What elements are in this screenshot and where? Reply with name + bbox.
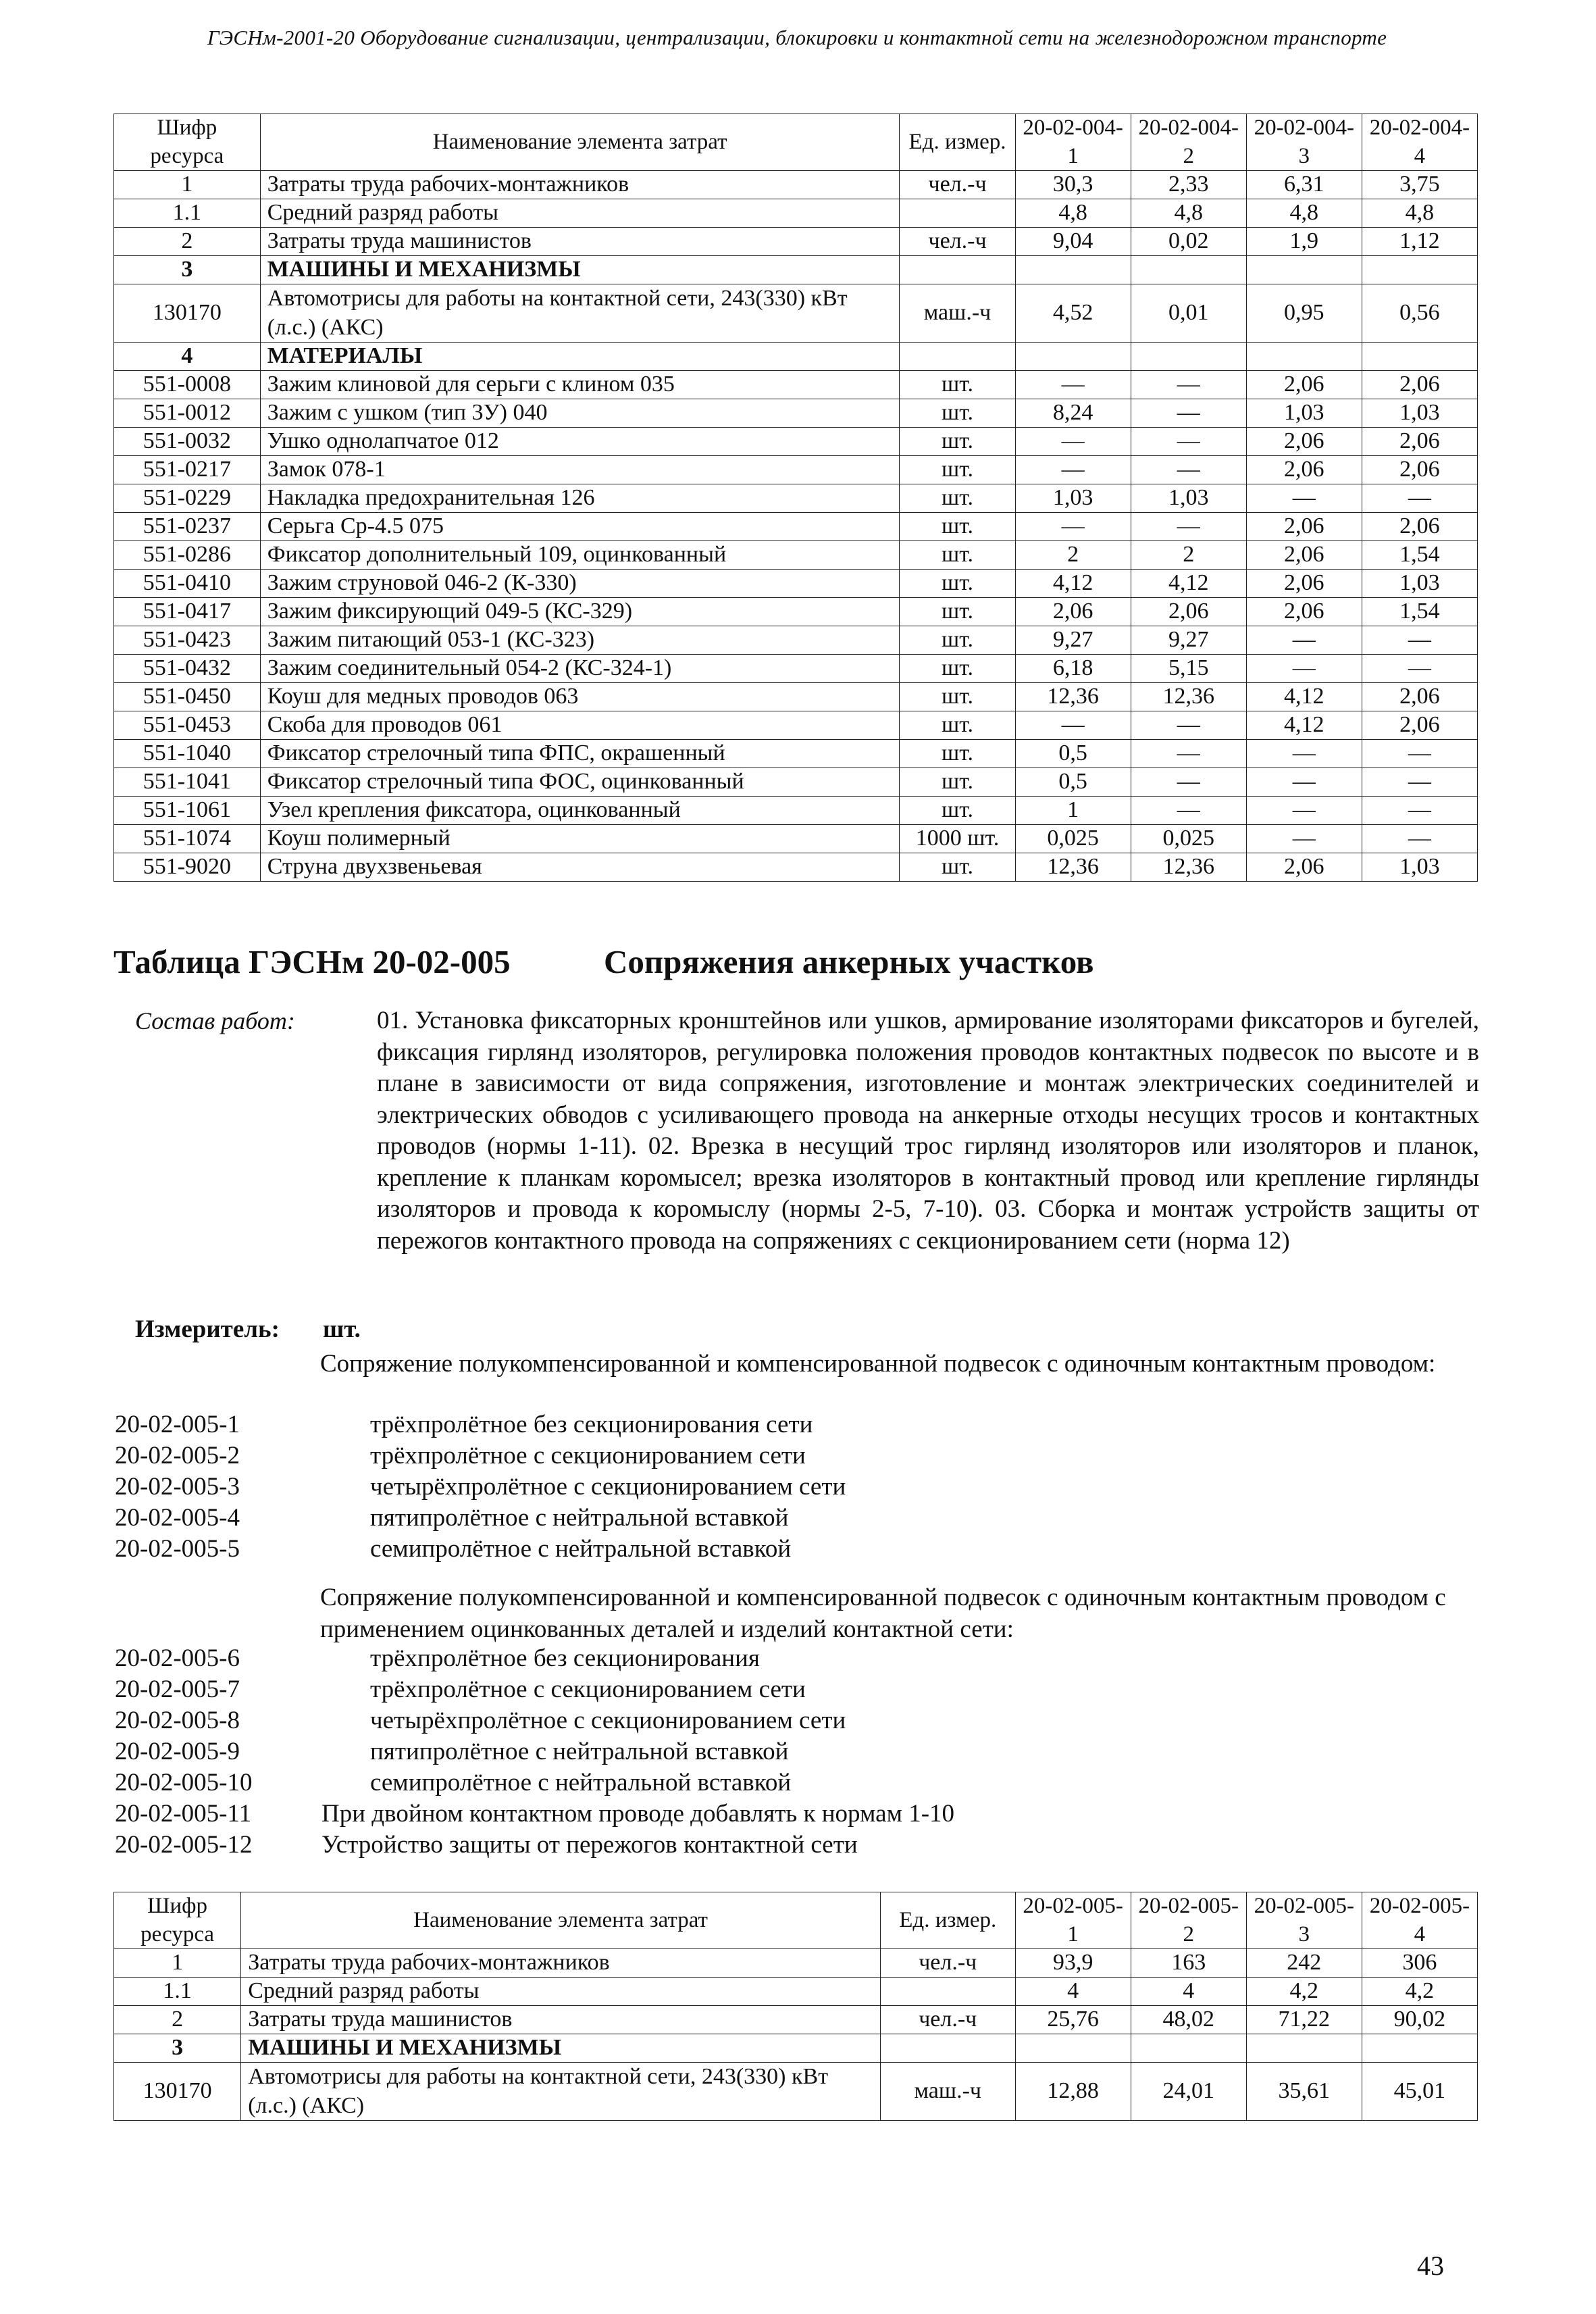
resource-code-cell: 551-0286	[114, 541, 261, 570]
value-cell: —	[1246, 797, 1362, 825]
resource-code-cell: 551-0217	[114, 456, 261, 484]
value-cell: —	[1015, 711, 1131, 740]
norm-description: четырёхпролётное с секционированием сети	[370, 1707, 846, 1734]
unit-cell: шт.	[900, 541, 1015, 570]
resource-name-cell: Фиксатор стрелочный типа ФОС, оцинкованный	[260, 768, 900, 797]
table-row	[114, 541, 1478, 570]
value-cell: —	[1131, 797, 1246, 825]
unit-cell	[900, 343, 1015, 371]
norm-list-item	[115, 1534, 791, 1565]
norm-list-item	[115, 1643, 760, 1674]
resource-code-cell: 130170	[114, 284, 261, 343]
resource-name-cell: Зажим клиновой для серьги с клином 035	[260, 371, 900, 399]
norm-code: 20-02-005-5	[115, 1535, 240, 1563]
resource-code-cell: 1	[114, 1949, 241, 1978]
value-cell	[1246, 256, 1362, 284]
value-cell: 2,06	[1362, 456, 1477, 484]
value-cell: 4,12	[1015, 570, 1131, 598]
norm-description: семипролётное с нейтральной вставкой	[370, 1535, 792, 1563]
col-unit-header: Ед. измер.	[880, 1892, 1015, 1949]
value-cell	[1015, 2034, 1131, 2063]
unit-cell: шт.	[900, 797, 1015, 825]
value-cell: —	[1246, 484, 1362, 513]
resource-code-cell: 551-0417	[114, 598, 261, 626]
value-cell: 30,3	[1015, 171, 1131, 199]
value-cell: 45,01	[1362, 2063, 1477, 2121]
resource-code-cell: 551-1040	[114, 740, 261, 768]
value-cell: 2,33	[1131, 171, 1246, 199]
value-cell: 2,06	[1362, 371, 1477, 399]
norm-description: Устройство защиты от пережогов контактной сети	[321, 1831, 858, 1859]
value-cell: 1,54	[1362, 541, 1477, 570]
resource-code-cell: 3	[114, 256, 261, 284]
value-cell: —	[1131, 371, 1246, 399]
resource-code-cell: 551-0410	[114, 570, 261, 598]
value-cell: 163	[1131, 1949, 1246, 1978]
table-row	[114, 711, 1478, 740]
unit-cell: шт.	[900, 655, 1015, 683]
value-cell: —	[1246, 655, 1362, 683]
value-cell: 9,27	[1015, 626, 1131, 655]
resource-code-cell: 551-1041	[114, 768, 261, 797]
value-cell	[1131, 2034, 1246, 2063]
value-cell: 48,02	[1131, 2006, 1246, 2034]
norm-description: четырёхпролётное с секционированием сети	[370, 1473, 846, 1501]
value-cell	[1015, 343, 1131, 371]
table-row	[114, 655, 1478, 683]
value-cell: 9,04	[1015, 228, 1131, 256]
value-cell: 0,95	[1246, 284, 1362, 343]
unit-cell: шт.	[900, 740, 1015, 768]
norm-code: 20-02-005-9	[115, 1738, 240, 1765]
col-norm-header: 20-02-005-1	[1015, 1892, 1131, 1949]
table-row	[114, 825, 1478, 853]
norm-code: 20-02-005-11	[115, 1800, 252, 1828]
col-name-header: Наименование элемента затрат	[241, 1892, 881, 1949]
value-cell: 0,56	[1362, 284, 1477, 343]
table-title-code: Таблица ГЭСНм 20-02-005	[113, 943, 511, 980]
table-row	[114, 228, 1478, 256]
value-cell: 4	[1015, 1978, 1131, 2006]
table-row	[114, 256, 1478, 284]
value-cell: 1,03	[1362, 399, 1477, 428]
resource-name-cell: Затраты труда машинистов	[241, 2006, 881, 2034]
unit-cell	[900, 199, 1015, 228]
col-norm-header: 20-02-004-1	[1015, 114, 1131, 171]
unit-cell: шт.	[900, 683, 1015, 711]
unit-cell: чел.-ч	[900, 228, 1015, 256]
col-unit-header: Ед. измер.	[900, 114, 1015, 171]
resource-name-cell: Средний разряд работы	[260, 199, 900, 228]
value-cell: 12,36	[1015, 683, 1131, 711]
norm-code: 20-02-005-2	[115, 1442, 240, 1469]
resource-name-cell: Коуш полимерный	[260, 825, 900, 853]
value-cell: —	[1131, 768, 1246, 797]
value-cell: 2,06	[1362, 683, 1477, 711]
unit-cell: маш.-ч	[880, 2063, 1015, 2121]
resource-name-cell: Затраты труда рабочих-монтажников	[260, 171, 900, 199]
value-cell: 0,02	[1131, 228, 1246, 256]
value-cell: 4	[1131, 1978, 1246, 2006]
value-cell: 2,06	[1246, 598, 1362, 626]
norm-list-item	[115, 1736, 788, 1767]
value-cell: 2,06	[1246, 371, 1362, 399]
resource-name-cell: Замок 078-1	[260, 456, 900, 484]
value-cell: —	[1362, 484, 1477, 513]
value-cell	[1246, 343, 1362, 371]
value-cell: 4,8	[1362, 199, 1477, 228]
value-cell	[1015, 256, 1131, 284]
norm-list-item	[115, 1767, 791, 1799]
resource-table-004	[113, 114, 1478, 882]
value-cell: 2,06	[1246, 428, 1362, 456]
value-cell: 306	[1362, 1949, 1477, 1978]
value-cell: —	[1131, 513, 1246, 541]
resource-code-cell: 2	[114, 228, 261, 256]
norm-description: пятипролётное с нейтральной вставкой	[370, 1738, 789, 1765]
value-cell	[1246, 2034, 1362, 2063]
norm-code: 20-02-005-10	[115, 1769, 253, 1796]
unit-cell: шт.	[900, 598, 1015, 626]
unit-cell: шт.	[900, 570, 1015, 598]
table-row	[114, 371, 1478, 399]
table-row	[114, 484, 1478, 513]
norm-code: 20-02-005-6	[115, 1644, 240, 1672]
norm-code: 20-02-005-1	[115, 1411, 240, 1438]
measure-label: Измеритель:	[135, 1315, 280, 1343]
table-row	[114, 456, 1478, 484]
table-row	[114, 399, 1478, 428]
resource-code-cell: 3	[114, 2034, 241, 2063]
resource-code-cell: 551-0237	[114, 513, 261, 541]
resource-code-cell: 551-0229	[114, 484, 261, 513]
norm-description: При двойном контактном проводе добавлять к нормам 1-10	[321, 1800, 955, 1828]
value-cell: 2,06	[1131, 598, 1246, 626]
value-cell: —	[1015, 456, 1131, 484]
resource-name-cell: МАШИНЫ И МЕХАНИЗМЫ	[260, 256, 900, 284]
value-cell	[1131, 343, 1246, 371]
table-row	[114, 199, 1478, 228]
resource-name-cell: Автомотрисы для работы на контактной сети, 243(330) кВт (л.с.) (АКС)	[260, 284, 900, 343]
resource-code-cell: 551-1074	[114, 825, 261, 853]
resource-name-cell: Скоба для проводов 061	[260, 711, 900, 740]
resource-name-cell: Ушко однолапчатое 012	[260, 428, 900, 456]
col-norm-header: 20-02-004-4	[1362, 114, 1477, 171]
value-cell: 1,12	[1362, 228, 1477, 256]
norm-description: трёхпролётное без секционирования	[370, 1644, 760, 1672]
norm-list-item	[115, 1830, 858, 1861]
norm-list-item	[115, 1472, 846, 1503]
value-cell: —	[1246, 768, 1362, 797]
work-label: Состав работ:	[135, 1007, 295, 1034]
value-cell: 1,03	[1362, 570, 1477, 598]
value-cell: 8,24	[1015, 399, 1131, 428]
norm-description: трёхпролётное с секционированием сети	[370, 1676, 806, 1703]
value-cell: —	[1362, 740, 1477, 768]
value-cell: 1	[1015, 797, 1131, 825]
resource-name-cell: Фиксатор стрелочный типа ФПС, окрашенный	[260, 740, 900, 768]
value-cell: —	[1015, 371, 1131, 399]
value-cell: 4,2	[1246, 1978, 1362, 2006]
unit-cell: 1000 шт.	[900, 825, 1015, 853]
unit-cell: шт.	[900, 399, 1015, 428]
resource-name-cell: Затраты труда машинистов	[260, 228, 900, 256]
value-cell: 0,025	[1015, 825, 1131, 853]
value-cell: —	[1362, 797, 1477, 825]
group2-heading: Сопряжение полукомпенсированной и компенсированной подвесок с одиночным контактным проводом с применением оцинкованных деталей и изделий контактной сети:	[320, 1584, 1446, 1643]
resource-code-cell: 551-0450	[114, 683, 261, 711]
col-norm-header: 20-02-004-2	[1131, 114, 1246, 171]
value-cell: 6,18	[1015, 655, 1131, 683]
value-cell: 0,5	[1015, 768, 1131, 797]
table-title-name: Сопряжения анкерных участков	[604, 943, 1094, 980]
resource-name-cell: МАТЕРИАЛЫ	[260, 343, 900, 371]
resource-code-cell: 551-0453	[114, 711, 261, 740]
norm-code: 20-02-005-4	[115, 1504, 240, 1532]
resource-name-cell: Струна двухзвеньевая	[260, 853, 900, 882]
resource-code-cell: 551-9020	[114, 853, 261, 882]
running-header: ГЭСНм-2001-20 Оборудование сигнализации, централизации, блокировки и контактной сети на железнодорожном транспорте	[207, 26, 1387, 49]
value-cell: 1,03	[1015, 484, 1131, 513]
value-cell: —	[1246, 740, 1362, 768]
resource-code-cell: 4	[114, 343, 261, 371]
norm-code: 20-02-005-7	[115, 1676, 240, 1703]
value-cell: 2,06	[1246, 853, 1362, 882]
resource-name-cell: Автомотрисы для работы на контактной сети, 243(330) кВт (л.с.) (АКС)	[241, 2063, 881, 2121]
col-norm-header: 20-02-004-3	[1246, 114, 1362, 171]
norm-list-item	[115, 1799, 954, 1830]
value-cell: 2,06	[1246, 513, 1362, 541]
value-cell: —	[1246, 626, 1362, 655]
unit-cell: шт.	[900, 768, 1015, 797]
page-number: 43	[1417, 2250, 1444, 2281]
table-row	[114, 2034, 1478, 2063]
norm-list-item	[115, 1503, 788, 1534]
table-row	[114, 171, 1478, 199]
value-cell: 0,01	[1131, 284, 1246, 343]
table-row	[114, 284, 1478, 343]
value-cell: —	[1362, 825, 1477, 853]
value-cell: —	[1246, 825, 1362, 853]
resource-code-cell: 1.1	[114, 199, 261, 228]
norm-list-item	[115, 1674, 806, 1705]
resource-name-cell: Зажим питающий 053-1 (КС-323)	[260, 626, 900, 655]
table-row	[114, 1978, 1478, 2006]
unit-cell: чел.-ч	[900, 171, 1015, 199]
col-name-header: Наименование элемента затрат	[260, 114, 900, 171]
table-row	[114, 428, 1478, 456]
resource-name-cell: Серьга Ср-4.5 075	[260, 513, 900, 541]
table-row	[114, 768, 1478, 797]
norm-list-item	[115, 1440, 806, 1472]
table-row	[114, 570, 1478, 598]
table-row	[114, 683, 1478, 711]
norm-description: трёхпролётное с секционированием сети	[370, 1442, 806, 1469]
resource-code-cell: 551-0432	[114, 655, 261, 683]
unit-cell	[880, 2034, 1015, 2063]
norm-list-item	[115, 1409, 813, 1440]
value-cell: 4,12	[1246, 683, 1362, 711]
table-body	[114, 171, 1478, 882]
norm-list-item	[115, 1705, 846, 1736]
value-cell: 2,06	[1246, 570, 1362, 598]
table-row	[114, 2063, 1478, 2121]
resource-table-005	[113, 1892, 1478, 2121]
value-cell: 9,27	[1131, 626, 1246, 655]
unit-cell: чел.-ч	[880, 1949, 1015, 1978]
value-cell: 2	[1131, 541, 1246, 570]
table-row	[114, 740, 1478, 768]
value-cell: 1,03	[1362, 853, 1477, 882]
unit-cell: шт.	[900, 513, 1015, 541]
group1-heading: Сопряжение полукомпенсированной и компенсированной подвесок с одиночным контактным проводом:	[320, 1350, 1436, 1378]
resource-name-cell: Затраты труда рабочих-монтажников	[241, 1949, 881, 1978]
value-cell: 2,06	[1246, 456, 1362, 484]
resource-name-cell: Зажим с ушком (тип 3У) 040	[260, 399, 900, 428]
col-code-header: Шифр ресурса	[114, 114, 261, 171]
table-row	[114, 598, 1478, 626]
value-cell: —	[1362, 768, 1477, 797]
norm-code: 20-02-005-3	[115, 1473, 240, 1501]
table-row	[114, 797, 1478, 825]
value-cell: 4,12	[1246, 711, 1362, 740]
col-norm-header: 20-02-005-2	[1131, 1892, 1246, 1949]
value-cell: 4,12	[1131, 570, 1246, 598]
unit-cell	[900, 256, 1015, 284]
norm-code: 20-02-005-12	[115, 1831, 253, 1859]
resource-code-cell: 551-0423	[114, 626, 261, 655]
unit-cell: чел.-ч	[880, 2006, 1015, 2034]
value-cell: 4,8	[1246, 199, 1362, 228]
value-cell: 12,36	[1131, 853, 1246, 882]
value-cell: 2,06	[1362, 711, 1477, 740]
value-cell: 24,01	[1131, 2063, 1246, 2121]
value-cell: 71,22	[1246, 2006, 1362, 2034]
resource-name-cell: Накладка предохранительная 126	[260, 484, 900, 513]
resource-name-cell: Зажим соединительный 054-2 (КС-324-1)	[260, 655, 900, 683]
value-cell: —	[1131, 456, 1246, 484]
value-cell: —	[1015, 513, 1131, 541]
value-cell: 1,03	[1246, 399, 1362, 428]
value-cell: 12,36	[1131, 683, 1246, 711]
col-norm-header: 20-02-005-4	[1362, 1892, 1477, 1949]
resource-code-cell: 551-0032	[114, 428, 261, 456]
unit-cell: шт.	[900, 456, 1015, 484]
resource-name-cell: МАШИНЫ И МЕХАНИЗМЫ	[241, 2034, 881, 2063]
unit-cell: шт.	[900, 484, 1015, 513]
resource-code-cell: 1.1	[114, 1978, 241, 2006]
value-cell: —	[1131, 399, 1246, 428]
value-cell: 2,06	[1362, 428, 1477, 456]
value-cell: 4,8	[1131, 199, 1246, 228]
value-cell	[1362, 256, 1477, 284]
value-cell: 6,31	[1246, 171, 1362, 199]
unit-cell: шт.	[900, 626, 1015, 655]
resource-name-cell: Зажим струновой 046-2 (К-330)	[260, 570, 900, 598]
value-cell: —	[1131, 740, 1246, 768]
value-cell: 0,5	[1015, 740, 1131, 768]
value-cell: 1,54	[1362, 598, 1477, 626]
unit-cell: шт.	[900, 853, 1015, 882]
resource-code-cell: 1	[114, 171, 261, 199]
value-cell: —	[1131, 428, 1246, 456]
value-cell: 1,9	[1246, 228, 1362, 256]
value-cell: —	[1362, 655, 1477, 683]
value-cell: 5,15	[1131, 655, 1246, 683]
resource-code-cell: 130170	[114, 2063, 241, 2121]
value-cell: 35,61	[1246, 2063, 1362, 2121]
value-cell: 2,06	[1362, 513, 1477, 541]
value-cell	[1362, 2034, 1477, 2063]
value-cell: 93,9	[1015, 1949, 1131, 1978]
value-cell: 242	[1246, 1949, 1362, 1978]
unit-cell	[880, 1978, 1015, 2006]
norm-code: 20-02-005-8	[115, 1707, 240, 1734]
value-cell: —	[1131, 711, 1246, 740]
col-norm-header: 20-02-005-3	[1246, 1892, 1362, 1949]
value-cell: 2,06	[1015, 598, 1131, 626]
table-body	[114, 1949, 1478, 2121]
resource-code-cell: 551-1061	[114, 797, 261, 825]
value-cell: 25,76	[1015, 2006, 1131, 2034]
unit-cell: шт.	[900, 428, 1015, 456]
table-row	[114, 626, 1478, 655]
value-cell: 2,06	[1246, 541, 1362, 570]
table-row	[114, 343, 1478, 371]
norm-description: трёхпролётное без секционирования сети	[370, 1411, 813, 1438]
resource-name-cell: Коуш для медных проводов 063	[260, 683, 900, 711]
value-cell: 90,02	[1362, 2006, 1477, 2034]
table-row	[114, 513, 1478, 541]
value-cell	[1131, 256, 1246, 284]
value-cell: 1,03	[1131, 484, 1246, 513]
unit-cell: шт.	[900, 711, 1015, 740]
table-row	[114, 853, 1478, 882]
value-cell: 4,8	[1015, 199, 1131, 228]
table-row	[114, 2006, 1478, 2034]
resource-code-cell: 2	[114, 2006, 241, 2034]
value-cell: —	[1015, 428, 1131, 456]
work-description: 01. Установка фиксаторных кронштейнов или ушков, армирование изоляторами фиксаторов и бугелей, фиксация гирлянд изоляторов, регулировка положения проводов контактных подвесок по высоте и в плане в зависимости от вида сопряжения, изготовление и монтаж электрических соединителей и электрических обводов с усиливающего провода на анкерные отходы несущих тросов и контактных проводов (нормы 1-11). 02. Врезка в несущий трос гирлянд изоляторов или изоляторов и планок, крепление к планкам коромысел; врезка изоляторов в контактный провод или крепление гирлянды изоляторов и провода к коромыслу (нормы 2-5, 7-10). 03. Сборка и монтаж устройств защиты от пережогов контактного провода на сопряжениях с секционированием сети (норма 12)	[377, 1007, 1479, 1255]
value-cell: 3,75	[1362, 171, 1477, 199]
value-cell: 4,52	[1015, 284, 1131, 343]
norm-description: пятипролётное с нейтральной вставкой	[370, 1504, 789, 1532]
value-cell: 0,025	[1131, 825, 1246, 853]
resource-name-cell: Зажим фиксирующий 049-5 (КС-329)	[260, 598, 900, 626]
value-cell: 4,2	[1362, 1978, 1477, 2006]
norm-description: семипролётное с нейтральной вставкой	[370, 1769, 792, 1796]
resource-name-cell: Фиксатор дополнительный 109, оцинкованный	[260, 541, 900, 570]
unit-cell: шт.	[900, 371, 1015, 399]
resource-code-cell: 551-0008	[114, 371, 261, 399]
value-cell: —	[1362, 626, 1477, 655]
value-cell: 12,36	[1015, 853, 1131, 882]
table-title	[113, 942, 1094, 981]
resource-name-cell: Узел крепления фиксатора, оцинкованный	[260, 797, 900, 825]
table-row	[114, 1949, 1478, 1978]
value-cell	[1362, 343, 1477, 371]
resource-code-cell: 551-0012	[114, 399, 261, 428]
unit-cell: маш.-ч	[900, 284, 1015, 343]
col-code-header: Шифр ресурса	[114, 1892, 241, 1949]
measure-unit: шт.	[323, 1315, 361, 1343]
value-cell: 12,88	[1015, 2063, 1131, 2121]
value-cell: 2	[1015, 541, 1131, 570]
resource-name-cell: Средний разряд работы	[241, 1978, 881, 2006]
